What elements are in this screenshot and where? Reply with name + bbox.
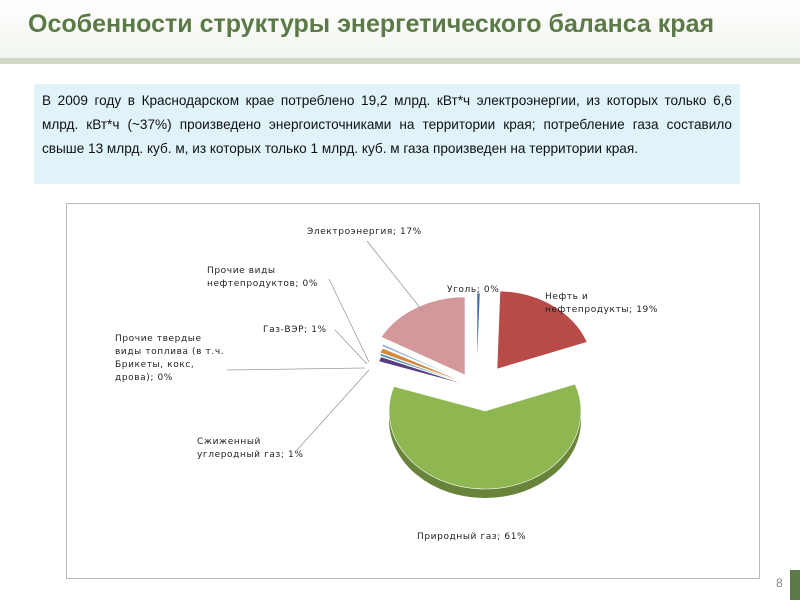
- slice-label-4: Прочие твердые виды топлива (в т.ч. Брикеты, кокс, дрова); 0%: [115, 334, 225, 383]
- pie-slice-1: [497, 291, 587, 369]
- pie-slice-2: [389, 384, 581, 498]
- leader-line-6: [329, 279, 369, 362]
- slice-label-0: Уголь; 0%: [447, 285, 500, 295]
- chart-frame: [66, 203, 760, 579]
- slice-label-1: Нефть и нефтепродукты; 19%: [545, 292, 659, 315]
- slide-edge-accent: [790, 570, 800, 600]
- leader-line-7: [367, 241, 425, 314]
- page-title: Особенности структуры энергетического баланса края: [28, 10, 715, 38]
- page-number: 8: [776, 576, 783, 590]
- pie-chart: [67, 204, 761, 580]
- leader-line-4: [227, 368, 365, 370]
- leader-line-3: [297, 370, 369, 450]
- pie-slice-0: [477, 293, 480, 371]
- slice-label-5: Газ-ВЭР; 1%: [263, 325, 327, 335]
- slice-label-3: Сжиженный углеродный газ; 1%: [197, 437, 304, 460]
- pie-slice-top-1: [497, 291, 587, 369]
- slice-label-2: Природный газ; 61%: [417, 532, 527, 542]
- title-divider: [0, 58, 800, 64]
- title-bar: [0, 0, 800, 58]
- pie-slice-top-0: [477, 293, 480, 371]
- slice-label-6: Прочие виды нефтепродуктов; 0%: [207, 266, 319, 289]
- slice-label-7: Электроэнергия; 17%: [307, 227, 422, 237]
- info-text-box: В 2009 году в Краснодарском крае потреблено 19,2 млрд. кВт*ч электроэнергии, из которых только 6,6 млрд. кВт*ч (~37%) произведено энергоисточниками на территории края; потребление газа составило свыше 13 млрд. куб. м, из которых только 1 млрд. куб. м газа произведен на территории края.: [34, 84, 740, 184]
